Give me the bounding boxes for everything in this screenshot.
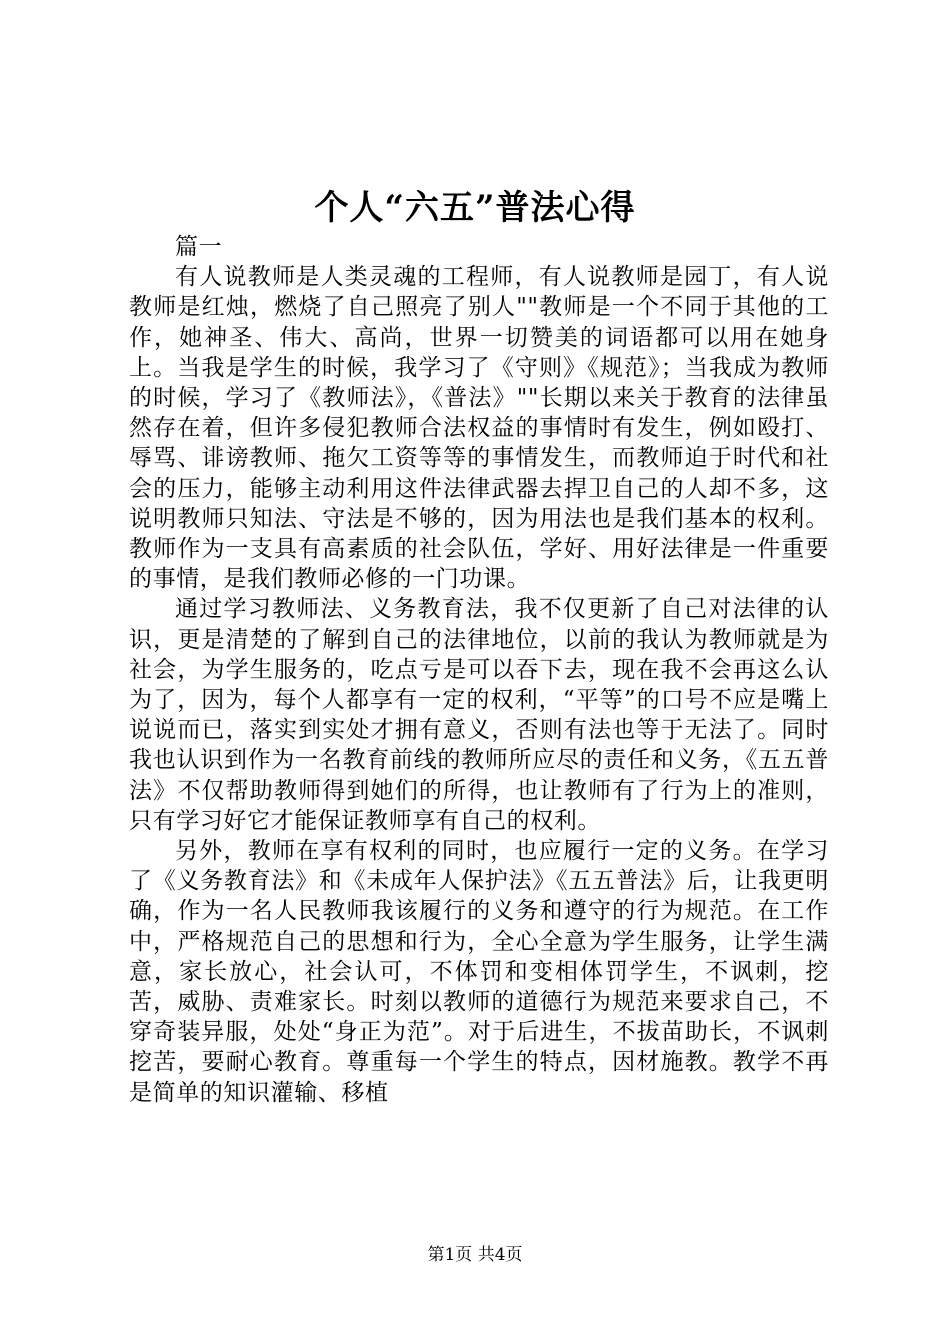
body-paragraph: 通过学习教师法、义务教育法，我不仅更新了自己对法律的认识，更是清楚的了解到自己的法律地位，以前的我认为教师就是为社会，为学生服务的，吃点亏是可以吞下去，现在我不会再这么认为了，因为，每个人都享有一定的权利，“平等”的口号不应是嘴上说说而已，落实到实处才拥有意义，否则有法也等于无法了。同时我也认识到作为一名教育前线的教师所应尽的责任和义务，《五五普法》不仅帮助教师得到她们的所得，也让教师有了行为上的准则，只有学习好它才能保证教师享有自己的权利。 [129,596,829,834]
body-paragraph: 另外，教师在享有权利的同时，也应履行一定的义务。在学习了《义务教育法》和《未成年人保护法》《五五普法》后，让我更明确，作为一名人民教师我该履行的义务和遵守的行为规范。在工作中，严格规范自己的思想和行为，全心全意为学生服务，让学生满意，家长放心，社会认可，不体罚和变相体罚学生，不讽刺，挖苦，威胁、责难家长。时刻以教师的道德行为规范来要求自己，不穿奇装异服，处处“身正为范”。对于后进生，不拔苗助长，不讽刺挖苦，要耐心教育。尊重每一个学生的特点，因材施教。教学不再是简单的知识灌输、移植 [129,838,829,1106]
document-title: 个人“六五”普法心得 [314,188,636,228]
page-footer: 第1页 共4页 [427,1245,523,1265]
section-label: 篇一 [175,234,223,260]
document-body [129,232,829,1108]
body-paragraph: 有人说教师是人类灵魂的工程师，有人说教师是园丁，有人说教师是红烛，燃烧了自己照亮了别人""教师是一个不同于其他的工作，她神圣、伟大、高尚，世界一切赞美的词语都可以用在她身上。当我是学生的时候，我学习了《守则》《规范》；当我成为教师的时候，学习了《教师法》，《普法》""长期以来关于教育的法律虽然存在着，但许多侵犯教师合法权益的事情时有发生，例如殴打、辱骂、诽谤教师、拖欠工资等等的事情发生，而教师迫于时代和社会的压力，能够主动利用这件法律武器去捍卫自己的人却不多，这说明教师只知法、守法是不够的，因为用法也是我们基本的权利。教师作为一支具有高素质的社会队伍，学好、用好法律是一件重要的事情，是我们教师必修的一门功课。 [129,264,829,593]
